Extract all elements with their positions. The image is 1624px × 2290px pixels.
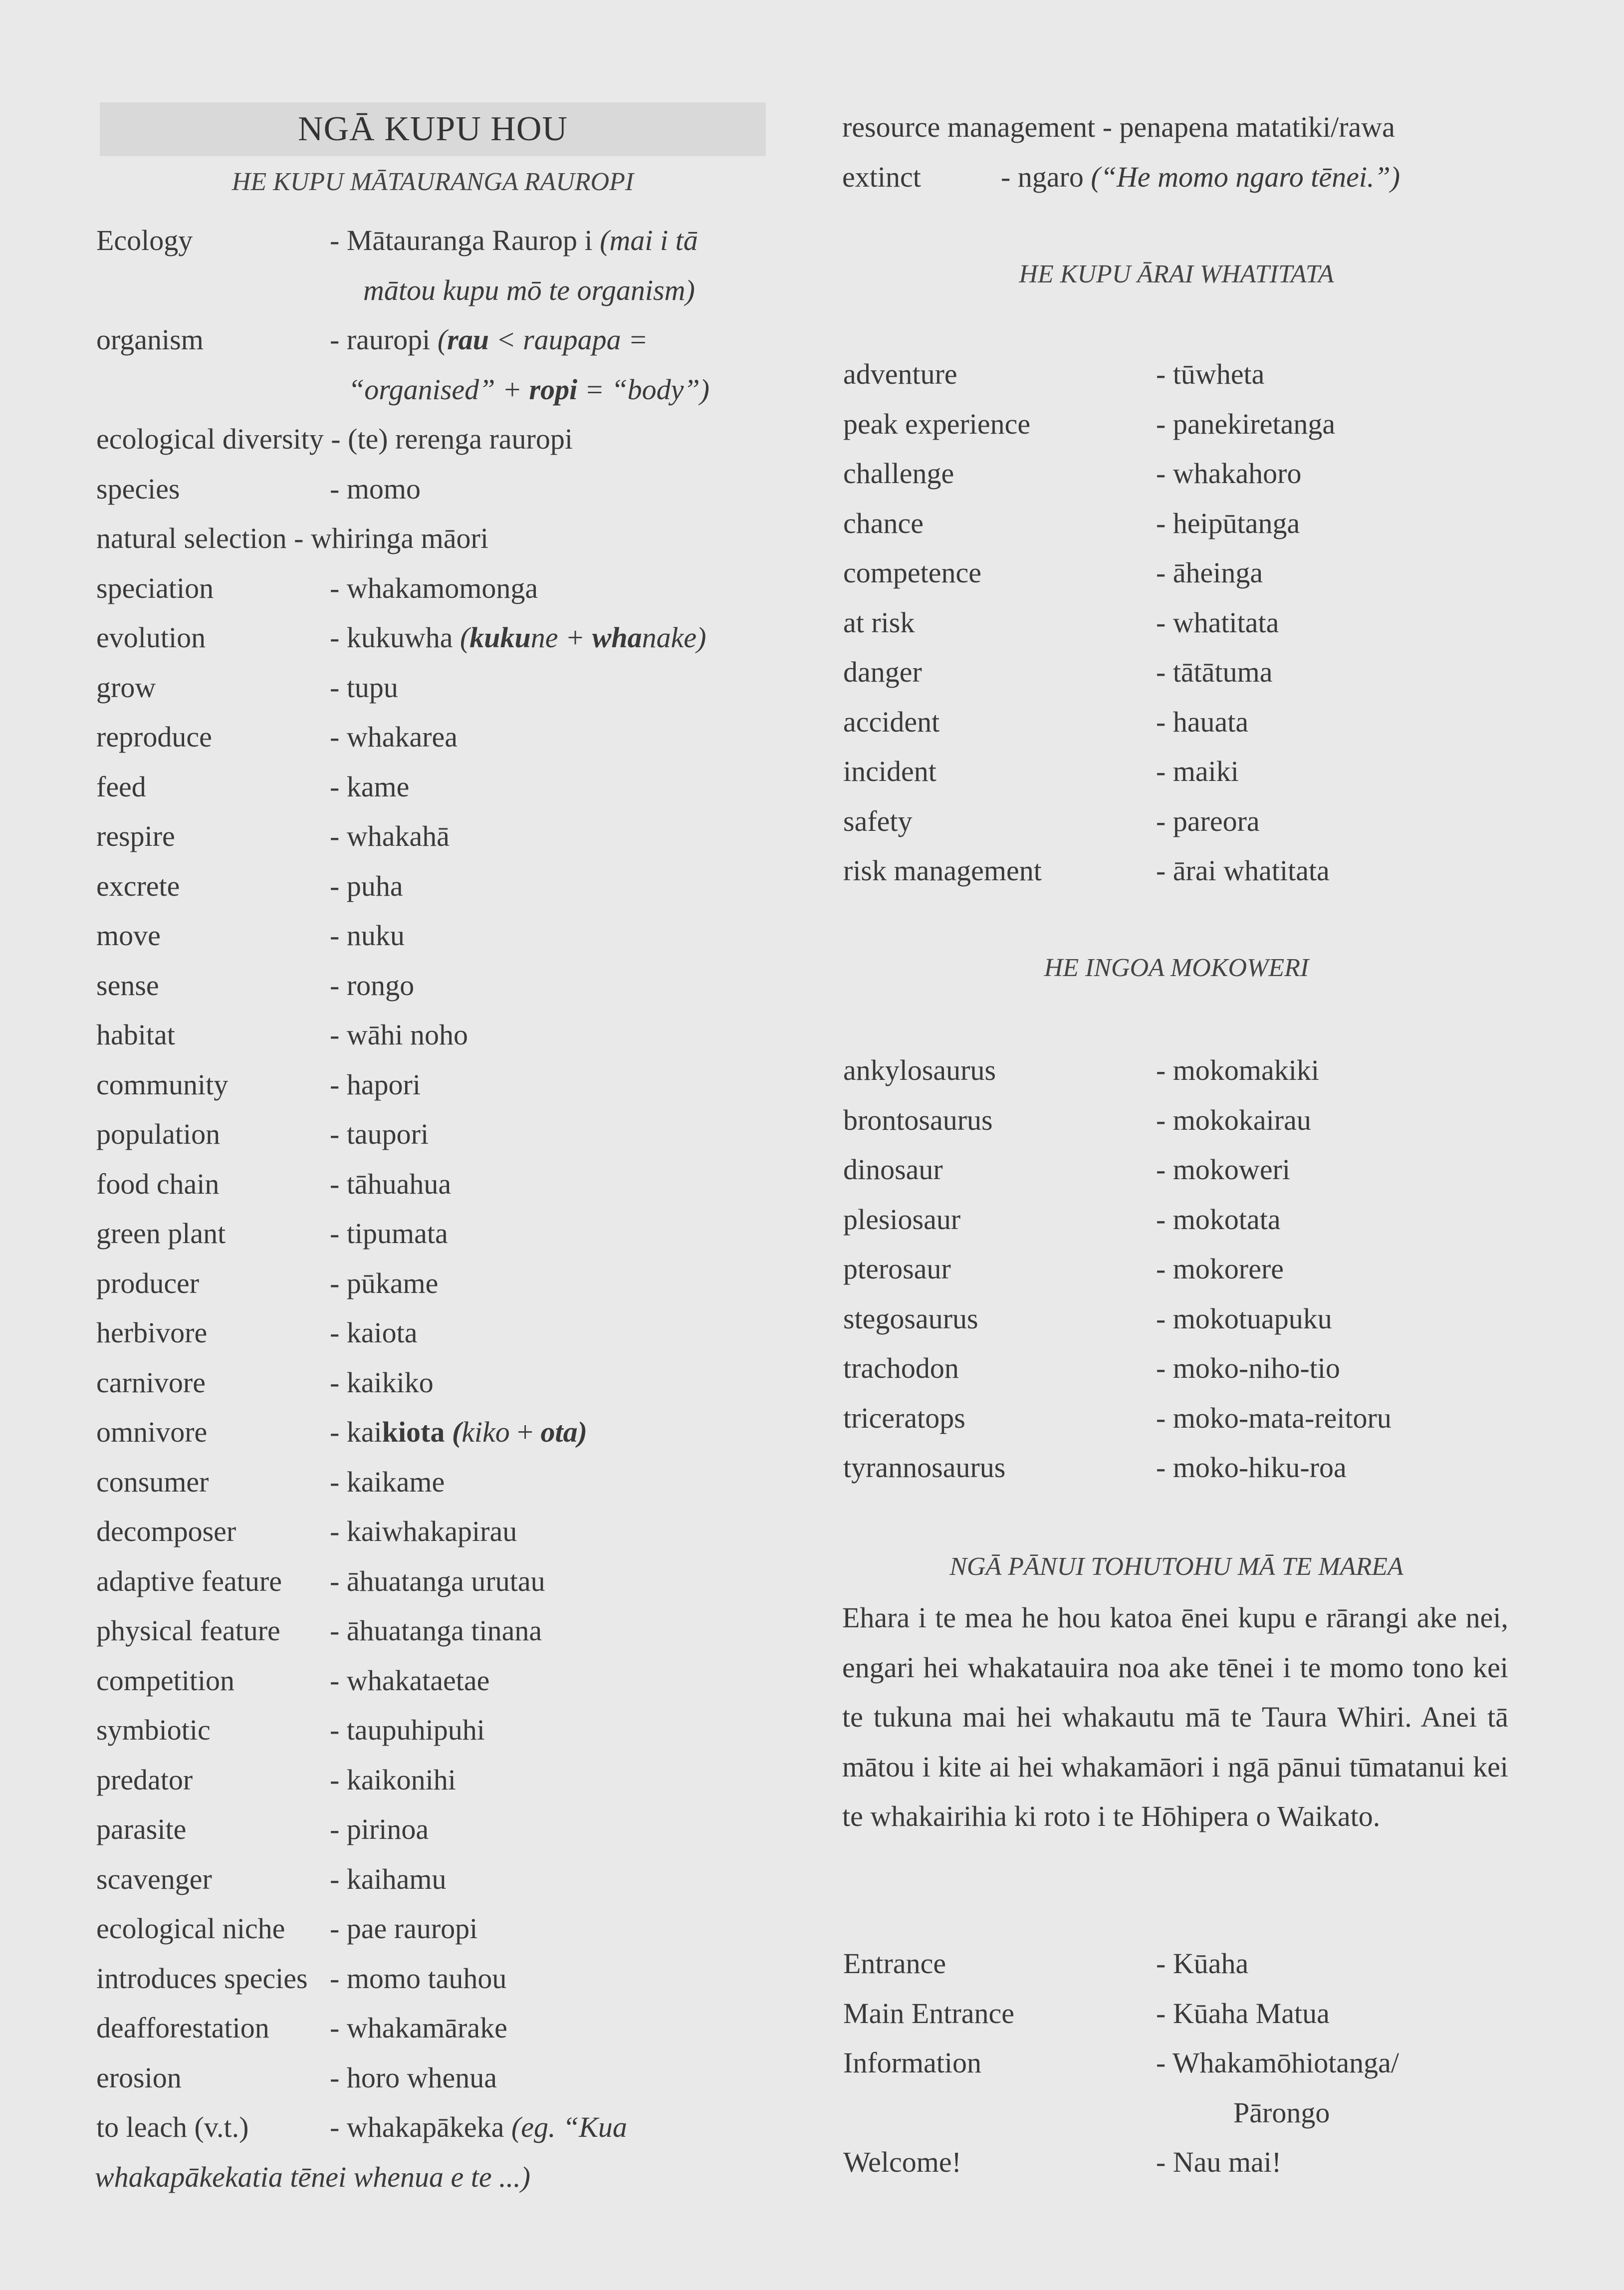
- term-en: sense: [96, 969, 159, 1002]
- term-mi: - kaiwhakapirau: [330, 1515, 517, 1547]
- term-mi: - pae rauropi: [330, 1912, 478, 1945]
- term-mi: - ngaro (“He momo ngaro tēnei.”): [1001, 161, 1400, 193]
- term-mi: - āhuatanga urutau: [330, 1564, 545, 1597]
- term-mi: [363, 265, 695, 315]
- term-mi: - kaihamu: [330, 1862, 447, 1895]
- term-en: parasite: [96, 1813, 187, 1845]
- term-note: whakapākekatia tēnei whenua e te ...): [95, 2160, 530, 2193]
- term-mi: - Whakamōhiotanga/: [1156, 2046, 1399, 2079]
- term-en: excrete: [96, 869, 180, 902]
- term-mi: - horo whenua: [330, 2061, 497, 2094]
- term-mi: - Nau mai!: [1156, 2146, 1282, 2178]
- term-en: evolution: [96, 621, 206, 654]
- term-mi: - tūwheta: [1156, 358, 1265, 390]
- page-title: NGĀ KUPU HOU: [100, 102, 766, 156]
- term-mi: - puha: [330, 869, 403, 902]
- term-mi: - hauata: [1156, 705, 1249, 738]
- term-note: mātou kupu mō te organism): [363, 273, 695, 306]
- term-mi: - taupori: [330, 1118, 429, 1150]
- term-mi: - momo: [330, 472, 421, 505]
- subtitle-dinosaurs: HE INGOA MOKOWERI: [1044, 954, 1309, 982]
- term-en: scavenger: [96, 1862, 212, 1895]
- term-en: producer: [96, 1267, 200, 1299]
- term-en: competition: [96, 1664, 235, 1697]
- term-en: omnivore: [96, 1416, 208, 1448]
- term-en: peak experience: [843, 407, 1031, 440]
- term-mi: - whakapākeka (eg. “Kua: [330, 2111, 627, 2143]
- term-en: species: [96, 472, 180, 505]
- term-en: dinosaur: [843, 1153, 943, 1186]
- term-note: (eg. “Kua: [511, 2111, 627, 2143]
- term-en: Welcome!: [843, 2146, 961, 2178]
- term-mi: - rauropi (rau < raupapa =: [330, 323, 648, 356]
- term-en: safety: [843, 804, 913, 837]
- term-mi: - āheinga: [1156, 556, 1263, 589]
- term-en: move: [96, 919, 161, 952]
- term-en: tyrannosaurus: [843, 1451, 1006, 1484]
- term-en: herbivore: [96, 1316, 208, 1349]
- term-en: challenge: [843, 457, 954, 490]
- term-en: physical feature: [96, 1614, 280, 1647]
- subtitle-notices: NGĀ PĀNUI TOHUTOHU MĀ TE MAREA: [949, 1552, 1403, 1581]
- term-mi: - kaikame: [330, 1465, 445, 1498]
- term-en: resource management - penapena matatiki/rawa: [842, 111, 1395, 143]
- term-en: danger: [843, 656, 922, 688]
- term-mi: - rongo: [330, 969, 415, 1002]
- term-mi: - pareora: [1156, 804, 1260, 837]
- term-mi: - whatitata: [1156, 606, 1279, 639]
- term-mi: - tupu: [330, 671, 398, 704]
- term-en: introduces species: [96, 1962, 308, 1995]
- term-mi: “organised” + ropi = “body”): [348, 373, 709, 406]
- term-mi: - kukuwha (kukune + whanake): [330, 621, 706, 654]
- notice-paragraph: Ehara i te mea he hou katoa ēnei kupu e rārangi ake nei, engari hei whakatauira noa ake tēnei i te momo tono kei te tukuna mai hei whakautu mā te Taura Whiri. Anei tā mātou i kite ai hei whakamāori i ngā pānui tūmatanui kei te whakairihia ki roto i te Hōhipera o Waikato.: [842, 1601, 1508, 1832]
- term-en: decomposer: [96, 1515, 236, 1547]
- term-mi: - mokorere: [1156, 1253, 1284, 1285]
- term-mi: - wāhi noho: [330, 1018, 468, 1051]
- term-en: food chain: [96, 1167, 220, 1200]
- term-mi: - momo tauhou: [330, 1962, 507, 1995]
- term-mi: - mokoweri: [1156, 1153, 1290, 1186]
- term-en: pterosaur: [843, 1253, 951, 1285]
- term-mi: - tipumata: [330, 1217, 448, 1250]
- term-en: Main Entrance: [843, 1997, 1015, 2030]
- term-mi: - maiki: [1156, 755, 1239, 787]
- term-en: feed: [96, 770, 146, 803]
- term-en: triceratops: [843, 1401, 965, 1434]
- term-mi: - ārai whatitata: [1156, 854, 1330, 887]
- term-mi: Pārongo: [1233, 2096, 1330, 2129]
- term-en: natural selection - whiringa māori: [96, 522, 488, 554]
- term-mi: - moko-niho-tio: [1156, 1352, 1340, 1384]
- term-en: erosion: [96, 2061, 182, 2094]
- term-en: ankylosaurus: [843, 1054, 996, 1086]
- term-mi: - whakarea: [330, 721, 458, 753]
- term-en: to leach (v.t.): [96, 2111, 249, 2143]
- term-en: Ecology: [96, 224, 193, 256]
- term-mi: - taupuhipuhi: [330, 1714, 485, 1746]
- term-mi: - whakataetae: [330, 1664, 490, 1697]
- term-mi: - Kūaha Matua: [1156, 1997, 1330, 2030]
- term-en: ecological diversity - (te) rerenga rauropi: [96, 423, 573, 455]
- term-en: population: [96, 1118, 221, 1150]
- term-en: competence: [843, 556, 981, 589]
- term-mi: - āhuatanga tinana: [330, 1614, 542, 1647]
- term-mi: [95, 2152, 530, 2202]
- term-mi: - moko-mata-reitoru: [1156, 1401, 1392, 1434]
- term-en: habitat: [96, 1018, 175, 1051]
- term-en: at risk: [843, 606, 915, 639]
- term-mi: - tāhuahua: [330, 1167, 452, 1200]
- term-mi: - kaikonihi: [330, 1763, 456, 1796]
- subtitle-biology: HE KUPU MĀTAURANGA RAUROPI: [232, 168, 634, 196]
- term-mi: - kaikiko: [330, 1366, 434, 1399]
- term-mi: - mokomakiki: [1156, 1054, 1320, 1086]
- term-mi: - kaikiota (kiko + ota): [330, 1416, 587, 1448]
- term-en: respire: [96, 820, 175, 852]
- term-en: Information: [843, 2046, 982, 2079]
- term-en: stegosaurus: [843, 1302, 978, 1335]
- term-mi: - mokotata: [1156, 1203, 1281, 1236]
- term-en: ecological niche: [96, 1912, 285, 1945]
- term-en: consumer: [96, 1465, 209, 1498]
- term-mi: - mokotuapuku: [1156, 1302, 1332, 1335]
- term-mi: - panekiretanga: [1156, 407, 1336, 440]
- term-en: predator: [96, 1763, 193, 1796]
- term-mi: - hapori: [330, 1068, 421, 1101]
- term-mi: - whakamomonga: [330, 571, 538, 604]
- term-en: deafforestation: [96, 2012, 269, 2044]
- term-en: green plant: [96, 1217, 226, 1250]
- term-mi: - moko-hiku-roa: [1156, 1451, 1347, 1484]
- term-mi: - nuku: [330, 919, 405, 952]
- term-mi: - pūkame: [330, 1267, 439, 1299]
- term-mi: - Kūaha: [1156, 1947, 1249, 1980]
- term-en: accident: [843, 705, 940, 738]
- term-mi: - whakahoro: [1156, 457, 1302, 490]
- term-en: trachodon: [843, 1352, 959, 1384]
- term-en: adaptive feature: [96, 1564, 282, 1597]
- term-en: extinct: [842, 161, 921, 193]
- term-mi: - kaiota: [330, 1316, 418, 1349]
- term-en: symbiotic: [96, 1714, 211, 1746]
- term-note: (mai i tā: [600, 224, 698, 256]
- term-en: organism: [96, 323, 204, 356]
- term-en: speciation: [96, 571, 214, 604]
- term-en: brontosaurus: [843, 1103, 993, 1136]
- term-mi: - kame: [330, 770, 410, 803]
- term-en: adventure: [843, 358, 957, 390]
- term-mi: - pirinoa: [330, 1813, 429, 1845]
- term-en: community: [96, 1068, 229, 1101]
- term-mi: - tātātuma: [1156, 656, 1273, 688]
- term-en: risk management: [843, 854, 1042, 887]
- term-mi: - mokokairau: [1156, 1103, 1311, 1136]
- term-en: carnivore: [96, 1366, 206, 1399]
- term-mi: - Mātauranga Raurop i (mai i tā: [330, 224, 698, 256]
- subtitle-risk: HE KUPU ĀRAI WHATITATA: [1019, 260, 1334, 288]
- term-mi: - whakahā: [330, 820, 450, 852]
- term-mi: - whakamārake: [330, 2012, 507, 2044]
- term-mi: - heipūtanga: [1156, 507, 1300, 539]
- term-en: chance: [843, 507, 924, 539]
- term-en: Entrance: [843, 1947, 946, 1980]
- term-en: incident: [843, 755, 936, 787]
- term-en: plesiosaur: [843, 1203, 961, 1236]
- term-en: reproduce: [96, 721, 212, 753]
- term-en: grow: [96, 671, 156, 704]
